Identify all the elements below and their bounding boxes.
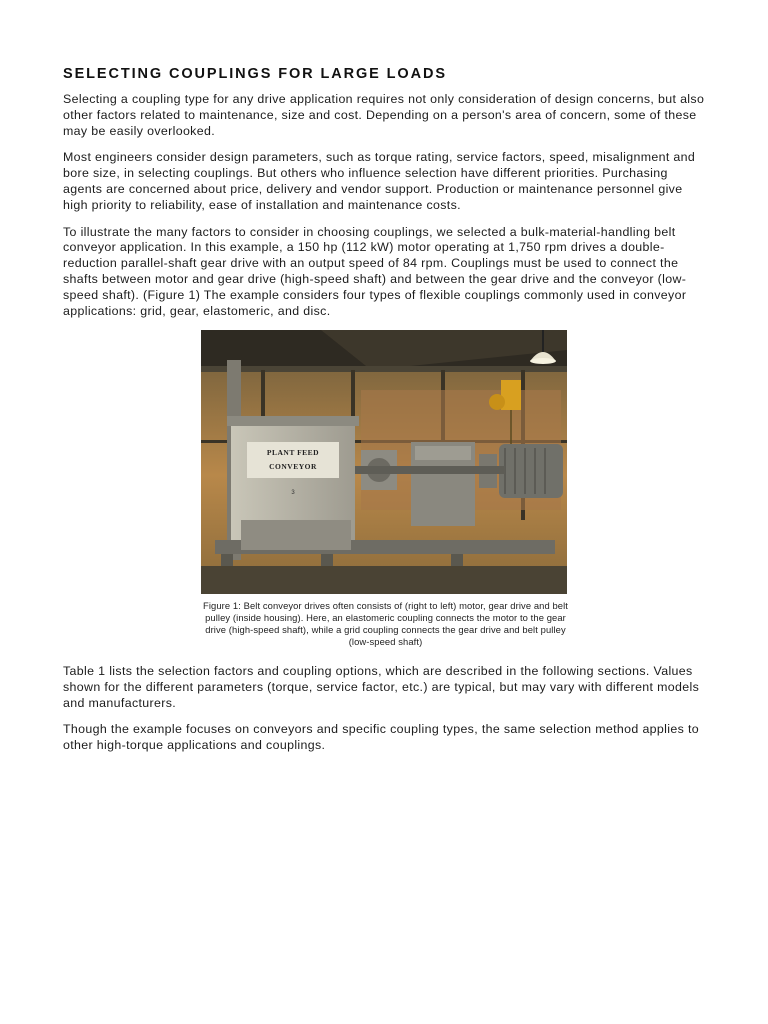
- photo-sign-number: 3: [291, 490, 295, 497]
- photo-sign-line-2: CONVEYOR: [269, 462, 317, 472]
- article-title: SELECTING COUPLINGS FOR LARGE LOADS: [63, 66, 447, 82]
- paragraph-table-1: Table 1 lists the selection factors and coupling options, which are described in the following sections. Values shown for the different parameters (torque, service factor, etc.) are typical, but may vary with different models and manufacturers.: [63, 663, 700, 710]
- conveyor-photo: [201, 330, 567, 594]
- paragraph-design-parameters: Most engineers consider design parameters, such as torque rating, service factors, speed, misalignment and bore size, in selecting couplings. But others who influence selection have different priorities. Purchasing agents are concerned about price, delivery and vendor support. Production or maintenance personnel give high priority to reliability, ease of installation and maintenance costs.: [63, 150, 696, 212]
- photo-sign-line-1: PLANT FEED: [266, 448, 320, 458]
- paragraph-conclusion: Though the example focuses on conveyors and specific coupling types, the same selection method applies to other high-torque applications and couplings.: [63, 722, 699, 753]
- figure-caption: Figure 1: Belt conveyor drives often consists of (right to left) motor, gear drive and belt pulley (inside housing). Here, an elastomeric coupling connects the motor to the gear drive (high-speed shaft), while a grid coupling connects the gear drive and belt pulley (low-speed shaft): [203, 600, 568, 648]
- paragraph-intro: Selecting a coupling type for any drive application requires not only consideration of design concerns, but also other factors related to maintenance, size and cost. Depending on a person's area of concern, some of these may be easily overlooked.: [63, 92, 705, 138]
- article: [63, 66, 708, 765]
- paragraph-example: To illustrate the many factors to consider in choosing couplings, we selected a bulk-material-handling belt conveyor application. In this example, a 150 hp (112 kW) motor operating at 1,750 rpm drives a double-reduction parallel-shaft gear drive with an output speed of 84 rpm. Couplings must be used to connect the shafts between motor and gear drive (high-speed shaft) and between the gear drive and the conveyor (low-speed shaft). (Figure 1) The example considers four types of flexible couplings commonly used in conveyor applications: grid, gear, elastomeric, and disc.: [63, 224, 687, 318]
- figure-1: [63, 330, 708, 648]
